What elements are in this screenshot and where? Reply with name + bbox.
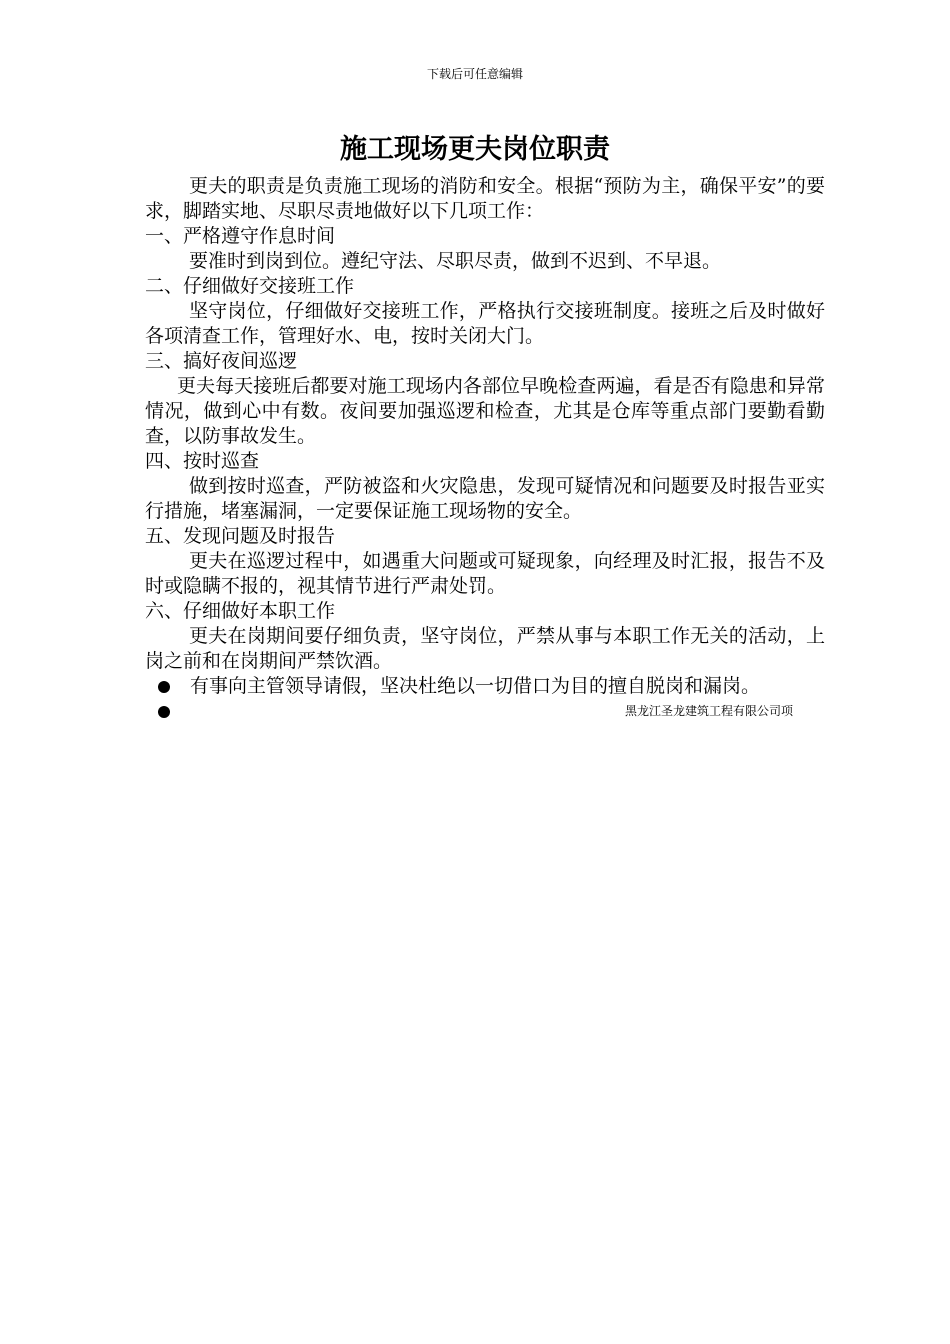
section-body-1: 要准时到岗到位。遵纪守法、尽职尽责，做到不迟到、不早退。: [189, 250, 722, 272]
section-body-2: 坚守岗位，仔细做好交接班工作，严格执行交接班制度。接班之后及时做好各项清查工作，管理好水、电，按时关闭大门。: [145, 300, 825, 347]
document-body: [145, 174, 825, 724]
section-heading-6: 六、仔细做好本职工作: [145, 600, 336, 622]
section-body-3: 更夫每天接班后都要对施工现场内各部位早晚检查两遍，看是否有隐患和异常情况，做到心中有数。夜间要加强巡逻和检查，尤其是仓库等重点部门要勤看勤查，以防事故发生。: [145, 375, 825, 447]
bullet-item: [145, 674, 825, 699]
bullet-dot-icon: [158, 706, 170, 718]
section-heading-3: 三、搞好夜间巡逻: [145, 350, 298, 372]
footer-company: 黑龙江圣龙建筑工程有限公司项: [624, 704, 793, 718]
document-title: 施工现场更夫岗位职责: [340, 134, 610, 165]
bullet-dot-icon: [158, 681, 170, 693]
section-body-6: 更夫在岗期间要仔细负责，坚守岗位，严禁从事与本职工作无关的活动，上岗之前和在岗期间严禁饮酒。: [145, 625, 825, 672]
section-body-4: 做到按时巡查，严防被盗和火灾隐患，发现可疑情况和问题要及时报告亚实行措施，堵塞漏洞，一定要保证施工现场物的安全。: [145, 475, 825, 522]
section-heading-1: 一、严格遵守作息时间: [145, 225, 336, 247]
bullet-text: 有事向主管领导请假，坚决杜绝以一切借口为目的擅自脱岗和漏岗。: [190, 675, 761, 697]
intro-paragraph: 更夫的职责是负责施工现场的消防和安全。根据“预防为主，确保平安”的要求，脚踏实地、尽职尽责地做好以下几项工作：: [145, 175, 825, 222]
section-heading-4: 四、按时巡查: [145, 450, 260, 472]
header-note: 下载后可任意编辑: [426, 67, 523, 81]
bullet-item-empty: [145, 699, 825, 724]
section-body-5: 更夫在巡逻过程中，如遇重大问题或可疑现象，向经理及时汇报，报告不及时或隐瞒不报的，视其情节进行严肃处罚。: [145, 550, 825, 597]
section-heading-5: 五、发现问题及时报告: [145, 525, 336, 547]
section-heading-2: 二、仔细做好交接班工作: [145, 275, 355, 297]
